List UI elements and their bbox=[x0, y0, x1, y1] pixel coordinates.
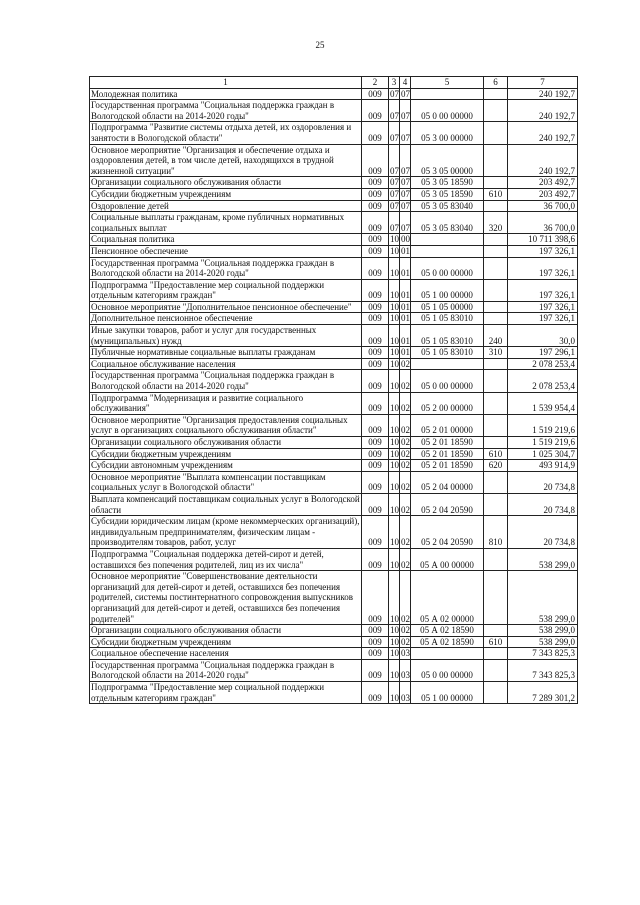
subsection-code-cell: 02 bbox=[400, 392, 411, 414]
item-name-cell: Субсидии бюджетным учреждениям bbox=[90, 448, 362, 460]
expense-type-cell bbox=[484, 100, 508, 122]
section-code-cell: 07 bbox=[390, 200, 399, 211]
section-code-cell: 07 bbox=[389, 122, 400, 144]
admin-code-cell: 009 bbox=[362, 448, 389, 460]
amount-cell: 203 492,7 bbox=[508, 177, 578, 189]
admin-code-cell: 009 bbox=[362, 516, 389, 549]
admin-code-cell: 009 bbox=[362, 245, 389, 257]
section-code-cell: 10 bbox=[390, 625, 399, 636]
amount-cell: 197 326,1 bbox=[508, 257, 578, 279]
item-name-cell: Основное мероприятие "Организация и обеспечение отдыха и оздоровления детей, в том числе детей, находящихся в трудной жизненной ситуации" bbox=[90, 144, 362, 177]
table-row bbox=[90, 122, 578, 144]
amount-cell: 538 299,0 bbox=[508, 571, 578, 625]
expense-type-cell bbox=[484, 493, 508, 515]
admin-code-cell: 009 bbox=[362, 177, 389, 189]
amount-cell: 1 539 954,4 bbox=[508, 392, 578, 414]
item-name-cell: Выплата компенсаций поставщикам социальных услуг в Вологодской области bbox=[91, 493, 360, 515]
target-article-cell: 05 0 00 00000 bbox=[411, 659, 484, 681]
item-name-cell: Социальные выплаты гражданам, кроме публичных нормативных социальных выплат bbox=[90, 212, 362, 234]
admin-code-cell: 009 bbox=[362, 188, 389, 200]
admin-code-cell: 009 bbox=[362, 625, 389, 637]
table-row bbox=[90, 313, 578, 325]
table-row bbox=[90, 493, 578, 515]
admin-code-cell: 009 bbox=[362, 257, 389, 279]
target-article-cell: 05 0 00 00000 bbox=[411, 100, 484, 122]
admin-code-cell: 009 bbox=[362, 88, 389, 100]
item-name-cell: Организации социального обслуживания области bbox=[90, 177, 362, 189]
table-row bbox=[90, 358, 578, 370]
subsection-code-cell: 02 bbox=[401, 636, 410, 647]
amount-cell: 10 711 398,6 bbox=[508, 234, 578, 246]
amount-cell: 36 700,0 bbox=[508, 212, 578, 234]
subsection-code-cell: 03 bbox=[401, 648, 410, 659]
target-article-cell: 05 2 01 18590 bbox=[411, 460, 484, 472]
subsection-code-cell: 00 bbox=[401, 234, 410, 245]
item-name-cell: Подпрограмма "Предоставление мер социальной поддержки отдельным категориям граждан" bbox=[90, 279, 362, 301]
subsection-code-cell: 02 bbox=[400, 370, 411, 392]
expense-type-cell bbox=[484, 682, 508, 704]
admin-code-cell: 009 bbox=[362, 370, 389, 392]
section-code-cell: 10 bbox=[389, 471, 400, 493]
target-article-cell: 05 3 05 00000 bbox=[411, 144, 484, 177]
budget-table bbox=[89, 76, 578, 704]
subsection-code-cell: 02 bbox=[400, 571, 411, 625]
expense-type-cell: 610 bbox=[484, 636, 508, 648]
item-name-cell: Организации социального обслуживания области bbox=[90, 437, 362, 449]
expense-type-cell bbox=[484, 200, 508, 212]
target-article-cell bbox=[411, 648, 484, 660]
table-row bbox=[90, 279, 578, 301]
section-code-cell: 10 bbox=[390, 358, 399, 369]
target-article-cell: 05 А 02 18590 bbox=[411, 625, 484, 637]
target-article-cell: 05 3 00 00000 bbox=[411, 122, 484, 144]
table-row bbox=[90, 571, 578, 625]
section-code-cell: 10 bbox=[390, 648, 399, 659]
amount-cell: 240 192,7 bbox=[508, 88, 578, 100]
expense-type-cell bbox=[484, 471, 508, 493]
amount-cell: 197 326,1 bbox=[508, 301, 578, 313]
subsection-code-cell: 01 bbox=[401, 347, 410, 358]
admin-code-cell: 009 bbox=[362, 648, 389, 660]
admin-code-cell: 009 bbox=[362, 636, 389, 648]
target-article-cell: 05 2 01 18590 bbox=[411, 437, 484, 449]
target-article-cell: 05 2 04 00000 bbox=[411, 471, 484, 493]
table-row bbox=[90, 392, 578, 414]
subsection-code-cell: 02 bbox=[400, 414, 411, 436]
expense-type-cell bbox=[484, 234, 508, 246]
section-code-cell: 10 bbox=[390, 301, 399, 312]
header-cell: 2 bbox=[362, 77, 389, 89]
section-code-cell: 07 bbox=[390, 88, 399, 99]
expense-type-cell bbox=[484, 144, 508, 177]
header-cell: 7 bbox=[508, 77, 578, 89]
item-name-cell: Оздоровление детей bbox=[90, 200, 362, 212]
table-row bbox=[90, 100, 578, 122]
target-article-cell bbox=[411, 358, 484, 370]
amount-cell: 1 519 219,6 bbox=[508, 414, 578, 436]
section-code-cell: 10 bbox=[390, 234, 399, 245]
amount-cell: 2 078 253,4 bbox=[508, 370, 578, 392]
subsection-code-cell: 02 bbox=[401, 358, 410, 369]
admin-code-cell: 009 bbox=[362, 200, 389, 212]
section-code-cell: 10 bbox=[389, 682, 400, 704]
subsection-code-cell: 03 bbox=[400, 659, 411, 681]
expense-type-cell: 240 bbox=[484, 325, 508, 347]
admin-code-cell: 009 bbox=[362, 144, 389, 177]
target-article-cell bbox=[411, 234, 484, 246]
expense-type-cell bbox=[484, 257, 508, 279]
admin-code-cell: 009 bbox=[362, 493, 389, 515]
subsection-code-cell: 03 bbox=[400, 682, 411, 704]
header-row bbox=[90, 77, 578, 89]
amount-cell: 493 914,9 bbox=[508, 460, 578, 472]
table-row bbox=[90, 548, 578, 570]
expense-type-cell bbox=[484, 648, 508, 660]
section-code-cell: 10 bbox=[390, 347, 399, 358]
admin-code-cell: 009 bbox=[362, 460, 389, 472]
admin-code-cell: 009 bbox=[362, 437, 389, 449]
header-cell: 6 bbox=[484, 77, 508, 89]
expense-type-cell: 310 bbox=[484, 347, 508, 359]
table-row bbox=[90, 414, 578, 436]
section-code-cell: 10 bbox=[389, 370, 400, 392]
section-code-cell: 07 bbox=[389, 144, 400, 177]
section-code-cell: 10 bbox=[389, 548, 400, 570]
table-row bbox=[90, 347, 578, 359]
subsection-code-cell: 07 bbox=[401, 177, 410, 188]
target-article-cell: 05 3 05 83040 bbox=[411, 212, 484, 234]
section-code-cell: 07 bbox=[389, 100, 400, 122]
subsection-code-cell: 01 bbox=[400, 279, 411, 301]
subsection-code-cell: 02 bbox=[401, 625, 410, 636]
section-code-cell: 10 bbox=[389, 571, 400, 625]
amount-cell: 36 700,0 bbox=[508, 200, 578, 212]
amount-cell: 7 343 825,3 bbox=[508, 648, 578, 660]
item-name-cell: Иные закупки товаров, работ и услуг для государственных (муниципальных) нужд bbox=[90, 325, 362, 347]
target-article-cell: 05 2 04 20590 bbox=[411, 516, 484, 549]
header-cell: 4 bbox=[400, 77, 411, 89]
page-number: 25 bbox=[315, 40, 325, 50]
item-name-cell: Подпрограмма "Социальная поддержка детей-сирот и детей, оставшихся без попечения родителей, лиц из их числа" bbox=[90, 548, 362, 570]
amount-cell: 20 734,8 bbox=[508, 516, 578, 549]
admin-code-cell: 009 bbox=[362, 659, 389, 681]
subsection-code-cell: 07 bbox=[400, 122, 411, 144]
table-row bbox=[90, 88, 578, 100]
item-name-cell: Основное мероприятие "Совершенствование деятельности организаций для детей-сирот и детей, оставшихся без попечения родителей, системы постинтернатного сопровождения выпускников организаций для детей-сирот и детей, оставшихся без попечения родителей" bbox=[90, 571, 362, 625]
subsection-code-cell: 01 bbox=[400, 325, 411, 347]
table-row bbox=[90, 325, 578, 347]
subsection-code-cell: 02 bbox=[401, 437, 410, 447]
item-name-cell: Социальное обеспечение населения bbox=[90, 648, 362, 660]
header-cell: 3 bbox=[389, 77, 400, 89]
amount-cell: 197 296,1 bbox=[508, 347, 578, 359]
table-row bbox=[90, 144, 578, 177]
section-code-cell: 10 bbox=[390, 437, 399, 447]
amount-cell: 240 192,7 bbox=[508, 122, 578, 144]
subsection-code-cell: 07 bbox=[400, 100, 411, 122]
amount-cell: 197 326,1 bbox=[508, 279, 578, 301]
amount-cell: 197 326,1 bbox=[508, 245, 578, 257]
target-article-cell: 05 2 00 00000 bbox=[411, 392, 484, 414]
expense-type-cell bbox=[484, 437, 508, 449]
amount-cell: 538 299,0 bbox=[508, 548, 578, 570]
admin-code-cell: 009 bbox=[362, 234, 389, 246]
section-code-cell: 10 bbox=[389, 516, 400, 549]
expense-type-cell bbox=[484, 571, 508, 625]
subsection-code-cell: 07 bbox=[401, 188, 410, 199]
admin-code-cell: 009 bbox=[362, 325, 389, 347]
table-row bbox=[90, 682, 578, 704]
target-article-cell: 05 3 05 83040 bbox=[411, 200, 484, 212]
expense-type-cell bbox=[484, 370, 508, 392]
target-article-cell: 05 2 04 20590 bbox=[411, 493, 484, 515]
amount-cell: 7 289 301,2 bbox=[508, 682, 578, 704]
subsection-code-cell: 07 bbox=[401, 200, 410, 211]
subsection-code-cell: 07 bbox=[400, 212, 411, 234]
section-code-cell: 10 bbox=[389, 257, 400, 279]
subsection-code-cell: 01 bbox=[401, 301, 410, 312]
item-name-cell: Социальное обслуживание населения bbox=[90, 358, 362, 370]
table-row bbox=[90, 212, 578, 234]
admin-code-cell: 009 bbox=[362, 392, 389, 414]
subsection-code-cell: 02 bbox=[400, 493, 411, 515]
expense-type-cell bbox=[484, 301, 508, 313]
subsection-code-cell: 02 bbox=[401, 460, 410, 471]
target-article-cell: 05 0 00 00000 bbox=[411, 370, 484, 392]
amount-cell: 240 192,7 bbox=[508, 144, 578, 177]
item-name-cell: Субсидии автономным учреждениям bbox=[90, 460, 362, 472]
amount-cell: 1 519 219,6 bbox=[508, 437, 578, 449]
subsection-code-cell: 01 bbox=[401, 313, 410, 324]
section-code-cell: 10 bbox=[390, 448, 399, 459]
item-name-cell: Субсидии бюджетным учреждениям bbox=[90, 188, 362, 200]
table-row bbox=[90, 460, 578, 472]
admin-code-cell: 009 bbox=[362, 682, 389, 704]
item-name-cell: Основное мероприятие "Дополнительное пенсионное обеспечение" bbox=[90, 301, 362, 313]
item-name-cell: Субсидии юридическим лицам (кроме некоммерческих организаций), индивидуальным предпринимателям, физическим лицам - производителям товаров, работ, услуг bbox=[90, 516, 362, 549]
subsection-code-cell: 07 bbox=[400, 144, 411, 177]
item-name-cell: Пенсионное обеспечение bbox=[90, 245, 362, 257]
target-article-cell bbox=[411, 245, 484, 257]
table-row bbox=[90, 448, 578, 460]
section-code-cell: 10 bbox=[389, 493, 400, 515]
expense-type-cell bbox=[484, 177, 508, 189]
table-row bbox=[90, 437, 578, 449]
admin-code-cell: 009 bbox=[362, 414, 389, 436]
amount-cell: 240 192,7 bbox=[508, 100, 578, 122]
amount-cell: 1 025 304,7 bbox=[508, 448, 578, 460]
section-code-cell: 10 bbox=[390, 460, 399, 471]
header-cell: 5 bbox=[411, 77, 484, 89]
admin-code-cell: 009 bbox=[362, 358, 389, 370]
item-name-cell: Государственная программа "Социальная поддержка граждан в Вологодской области на 2014-2020 годы" bbox=[90, 659, 362, 681]
table-row bbox=[90, 234, 578, 246]
expense-type-cell bbox=[484, 279, 508, 301]
subsection-code-cell: 07 bbox=[401, 88, 410, 99]
table-row bbox=[90, 301, 578, 313]
table-row bbox=[90, 200, 578, 212]
admin-code-cell: 009 bbox=[362, 313, 389, 325]
subsection-code-cell: 01 bbox=[401, 245, 410, 256]
item-name-cell: Субсидии бюджетным учреждениям bbox=[90, 636, 362, 648]
subsection-code-cell: 02 bbox=[400, 548, 411, 570]
target-article-cell: 05 1 00 00000 bbox=[411, 279, 484, 301]
expense-type-cell bbox=[484, 122, 508, 144]
expense-type-cell: 610 bbox=[484, 188, 508, 200]
amount-cell: 538 299,0 bbox=[508, 636, 578, 648]
item-name-cell: Публичные нормативные социальные выплаты гражданам bbox=[90, 347, 362, 359]
target-article-cell: 05 1 00 00000 bbox=[411, 682, 484, 704]
section-code-cell: 07 bbox=[389, 212, 400, 234]
admin-code-cell: 009 bbox=[362, 347, 389, 359]
subsection-code-cell: 01 bbox=[400, 257, 411, 279]
table-row bbox=[90, 257, 578, 279]
target-article-cell: 05 А 02 00000 bbox=[411, 571, 484, 625]
amount-cell: 197 326,1 bbox=[508, 313, 578, 325]
table-row bbox=[90, 370, 578, 392]
subsection-code-cell: 02 bbox=[400, 471, 411, 493]
amount-cell: 20 734,8 bbox=[508, 493, 578, 515]
expense-type-cell: 620 bbox=[484, 460, 508, 472]
item-name-cell: Государственная программа "Социальная поддержка граждан в Вологодской области на 2014-2020 годы" bbox=[90, 257, 362, 279]
target-article-cell: 05 2 01 18590 bbox=[411, 448, 484, 460]
table-row bbox=[90, 471, 578, 493]
target-article-cell: 05 1 05 00000 bbox=[411, 301, 484, 313]
expense-type-cell bbox=[484, 548, 508, 570]
expense-type-cell bbox=[484, 358, 508, 370]
admin-code-cell: 009 bbox=[362, 301, 389, 313]
admin-code-cell: 009 bbox=[362, 212, 389, 234]
amount-cell: 30,0 bbox=[508, 325, 578, 347]
expense-type-cell bbox=[484, 659, 508, 681]
table-row bbox=[90, 516, 578, 549]
section-code-cell: 10 bbox=[389, 659, 400, 681]
amount-cell: 2 078 253,4 bbox=[508, 358, 578, 370]
table-row bbox=[90, 245, 578, 257]
table-row bbox=[90, 636, 578, 648]
item-name-cell: Подпрограмма "Развитие системы отдыха детей, их оздоровления и занятости в Вологодской области" bbox=[90, 122, 362, 144]
section-code-cell: 10 bbox=[389, 325, 400, 347]
admin-code-cell: 009 bbox=[362, 279, 389, 301]
subsection-code-cell: 02 bbox=[400, 516, 411, 549]
admin-code-cell: 009 bbox=[362, 548, 389, 570]
section-code-cell: 07 bbox=[390, 188, 399, 199]
item-name-cell: Организации социального обслуживания области bbox=[90, 625, 362, 637]
table-row bbox=[90, 659, 578, 681]
item-name-cell: Государственная программа "Социальная поддержка граждан в Вологодской области на 2014-2020 годы" bbox=[90, 370, 362, 392]
target-article-cell: 05 1 05 83010 bbox=[411, 325, 484, 347]
section-code-cell: 10 bbox=[389, 392, 400, 414]
table-row bbox=[90, 188, 578, 200]
section-code-cell: 10 bbox=[390, 313, 399, 324]
admin-code-cell: 009 bbox=[362, 471, 389, 493]
target-article-cell: 05 А 02 18590 bbox=[411, 636, 484, 648]
subsection-code-cell: 02 bbox=[401, 448, 410, 459]
section-code-cell: 10 bbox=[390, 245, 399, 256]
table-row bbox=[90, 648, 578, 660]
section-code-cell: 07 bbox=[390, 177, 399, 188]
expense-type-cell: 610 bbox=[484, 448, 508, 460]
amount-cell: 20 734,8 bbox=[508, 471, 578, 493]
expense-type-cell bbox=[484, 245, 508, 257]
item-name-cell: Основное мероприятие "Организация предоставления социальных услуг в организациях социального обслуживания области" bbox=[90, 414, 362, 436]
item-name-cell: Молодежная политика bbox=[90, 88, 362, 100]
expense-type-cell bbox=[484, 313, 508, 325]
section-code-cell: 10 bbox=[389, 414, 400, 436]
amount-cell: 7 343 825,3 bbox=[508, 659, 578, 681]
target-article-cell: 05 А 00 00000 bbox=[411, 548, 484, 570]
amount-cell: 203 492,7 bbox=[508, 188, 578, 200]
target-article-cell bbox=[411, 88, 484, 100]
header-cell: 1 bbox=[90, 77, 362, 89]
item-name-cell: Подпрограмма "Предоставление мер социальной поддержки отдельным категориям граждан" bbox=[90, 682, 362, 704]
expense-type-cell bbox=[484, 625, 508, 637]
admin-code-cell: 009 bbox=[362, 100, 389, 122]
section-code-cell: 10 bbox=[390, 636, 399, 647]
target-article-cell: 05 0 00 00000 bbox=[411, 257, 484, 279]
target-article-cell: 05 3 05 18590 bbox=[411, 177, 484, 189]
item-name-cell: Дополнительное пенсионное обеспечение bbox=[90, 313, 362, 325]
table-row bbox=[90, 177, 578, 189]
target-article-cell: 05 2 01 00000 bbox=[411, 414, 484, 436]
target-article-cell: 05 1 05 83010 bbox=[411, 313, 484, 325]
item-name-cell: Основное мероприятие "Выплата компенсации поставщикам социальных услуг в Вологодской области" bbox=[90, 471, 362, 493]
expense-type-cell bbox=[484, 392, 508, 414]
item-name-cell: Государственная программа "Социальная поддержка граждан в Вологодской области на 2014-2020 годы" bbox=[90, 100, 362, 122]
admin-code-cell: 009 bbox=[362, 571, 389, 625]
section-code-cell: 10 bbox=[389, 279, 400, 301]
expense-type-cell bbox=[484, 414, 508, 436]
target-article-cell: 05 3 05 18590 bbox=[411, 188, 484, 200]
expense-type-cell bbox=[484, 88, 508, 100]
item-name-cell: Подпрограмма "Модернизация и развитие социального обслуживания" bbox=[90, 392, 362, 414]
expense-type-cell: 320 bbox=[484, 212, 508, 234]
table-row bbox=[90, 625, 578, 637]
amount-cell: 538 299,0 bbox=[508, 625, 578, 637]
item-name-cell: Социальная политика bbox=[90, 234, 362, 246]
admin-code-cell: 009 bbox=[362, 122, 389, 144]
expense-type-cell: 810 bbox=[484, 516, 508, 549]
target-article-cell: 05 1 05 83010 bbox=[411, 347, 484, 359]
